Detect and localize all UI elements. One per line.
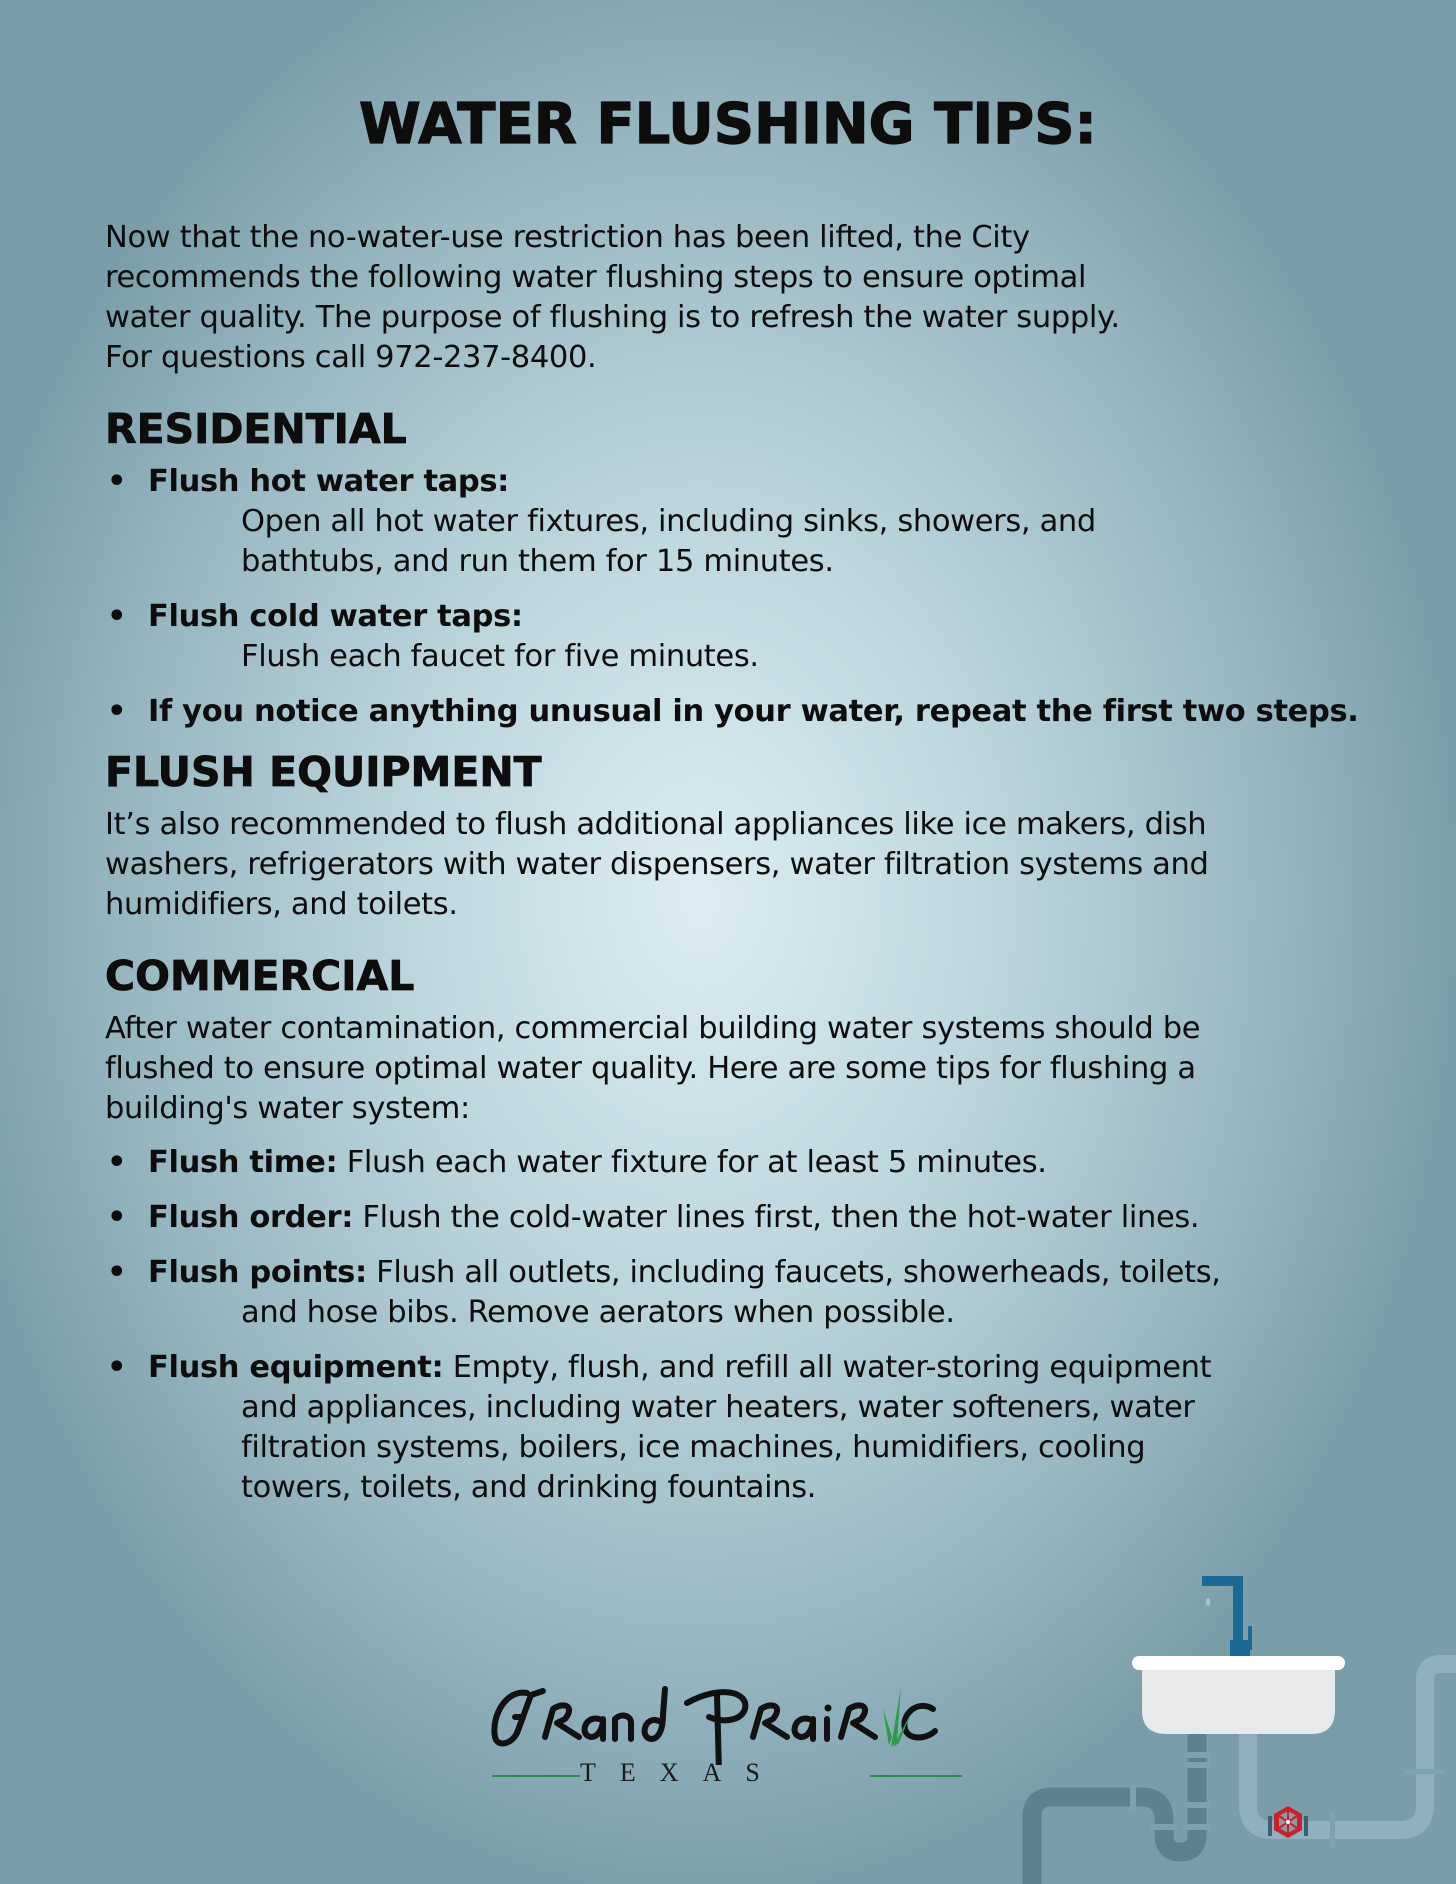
item-text: Empty, flush, and refill all water-storing equipment [443,1350,1212,1385]
item-label: Flush hot water taps: [148,464,510,499]
item-label: Flush cold water taps: [148,599,523,634]
item-text: and appliances, including water heaters, water softeners, water [241,1390,1195,1425]
logo-right-rule [870,1775,962,1777]
intro-line: For questions call 972-237-8400. [105,340,597,375]
list-item [105,1198,1405,1238]
intro-paragraph [105,218,1405,378]
item-label: Flush order: [148,1200,354,1235]
list-item [105,1143,1405,1183]
item-text: Open all hot water fixtures, including sinks, showers, and [241,504,1096,539]
intro-line: water quality. The purpose of flushing is to refresh the water supply. [105,300,1120,335]
list-item [105,1348,1405,1508]
grand-prairie-script-logo [487,1675,967,1765]
residential-list [105,462,1405,732]
section-heading-flush-equipment: FLUSH EQUIPMENT [105,748,542,796]
sink-basin [1132,1656,1345,1734]
item-label: Flush time: [148,1145,338,1180]
paragraph-line: washers, refrigerators with water dispensers, water filtration systems and [105,847,1209,882]
item-text: Flush each water fixture for at least 5 minutes. [337,1145,1047,1180]
bullet-icon: • [107,694,127,729]
paragraph-line: humidifiers, and toilets. [105,887,458,922]
page-title: WATER FLUSHING TIPS: [359,92,1097,157]
drain-pipe [1032,1734,1211,1884]
intro-line: recommends the following water flushing steps to ensure optimal [105,260,1087,295]
list-item [105,1253,1405,1333]
intro-line: Now that the no-water-use restriction has been lifted, the City [105,220,1030,255]
logo-left-rule [492,1775,580,1777]
bullet-icon: • [107,1255,127,1290]
bullet-icon: • [107,599,127,634]
item-text: Flush the cold-water lines first, then the hot-water lines. [353,1200,1200,1235]
item-label: Flush points: [148,1255,367,1290]
list-item [105,462,1405,582]
logo-subtitle: TEXAS [580,1758,784,1787]
item-text: filtration systems, boilers, ice machines, humidifiers, cooling [241,1430,1146,1465]
item-label: Flush equipment: [148,1350,444,1385]
bullet-icon: • [107,1145,127,1180]
paragraph-line: flushed to ensure optimal water quality. Here are some tips for flushing a [105,1051,1196,1086]
commercial-list [105,1143,1405,1508]
faucet-icon [1202,1576,1252,1656]
item-text: and hose bibs. Remove aerators when possible. [241,1295,955,1330]
bullet-icon: • [107,1200,127,1235]
item-text: bathtubs, and run them for 15 minutes. [241,544,834,579]
sink-illustration [1000,1560,1456,1884]
section-heading-residential: RESIDENTIAL [105,405,407,453]
bullet-icon: • [107,464,127,499]
item-text: Flush each faucet for five minutes. [241,639,759,674]
item-text: towers, toilets, and drinking fountains. [241,1470,817,1505]
bullet-icon: • [107,1350,127,1385]
list-item [105,597,1405,677]
item-text: Flush all outlets, including faucets, showerheads, toilets, [366,1255,1221,1290]
item-label: If you notice anything unusual in your water, repeat the first two steps. [148,694,1359,729]
paragraph-line: It’s also recommended to flush additional appliances like ice makers, dish [105,807,1207,842]
flush-equipment-paragraph [105,805,1405,925]
paragraph-line: After water contamination, commercial building water systems should be [105,1011,1201,1046]
paragraph-line: building's water system: [105,1091,470,1126]
section-heading-commercial: COMMERCIAL [105,952,415,1000]
commercial-intro [105,1009,1405,1129]
list-item [105,692,1405,732]
content [105,218,1405,1523]
